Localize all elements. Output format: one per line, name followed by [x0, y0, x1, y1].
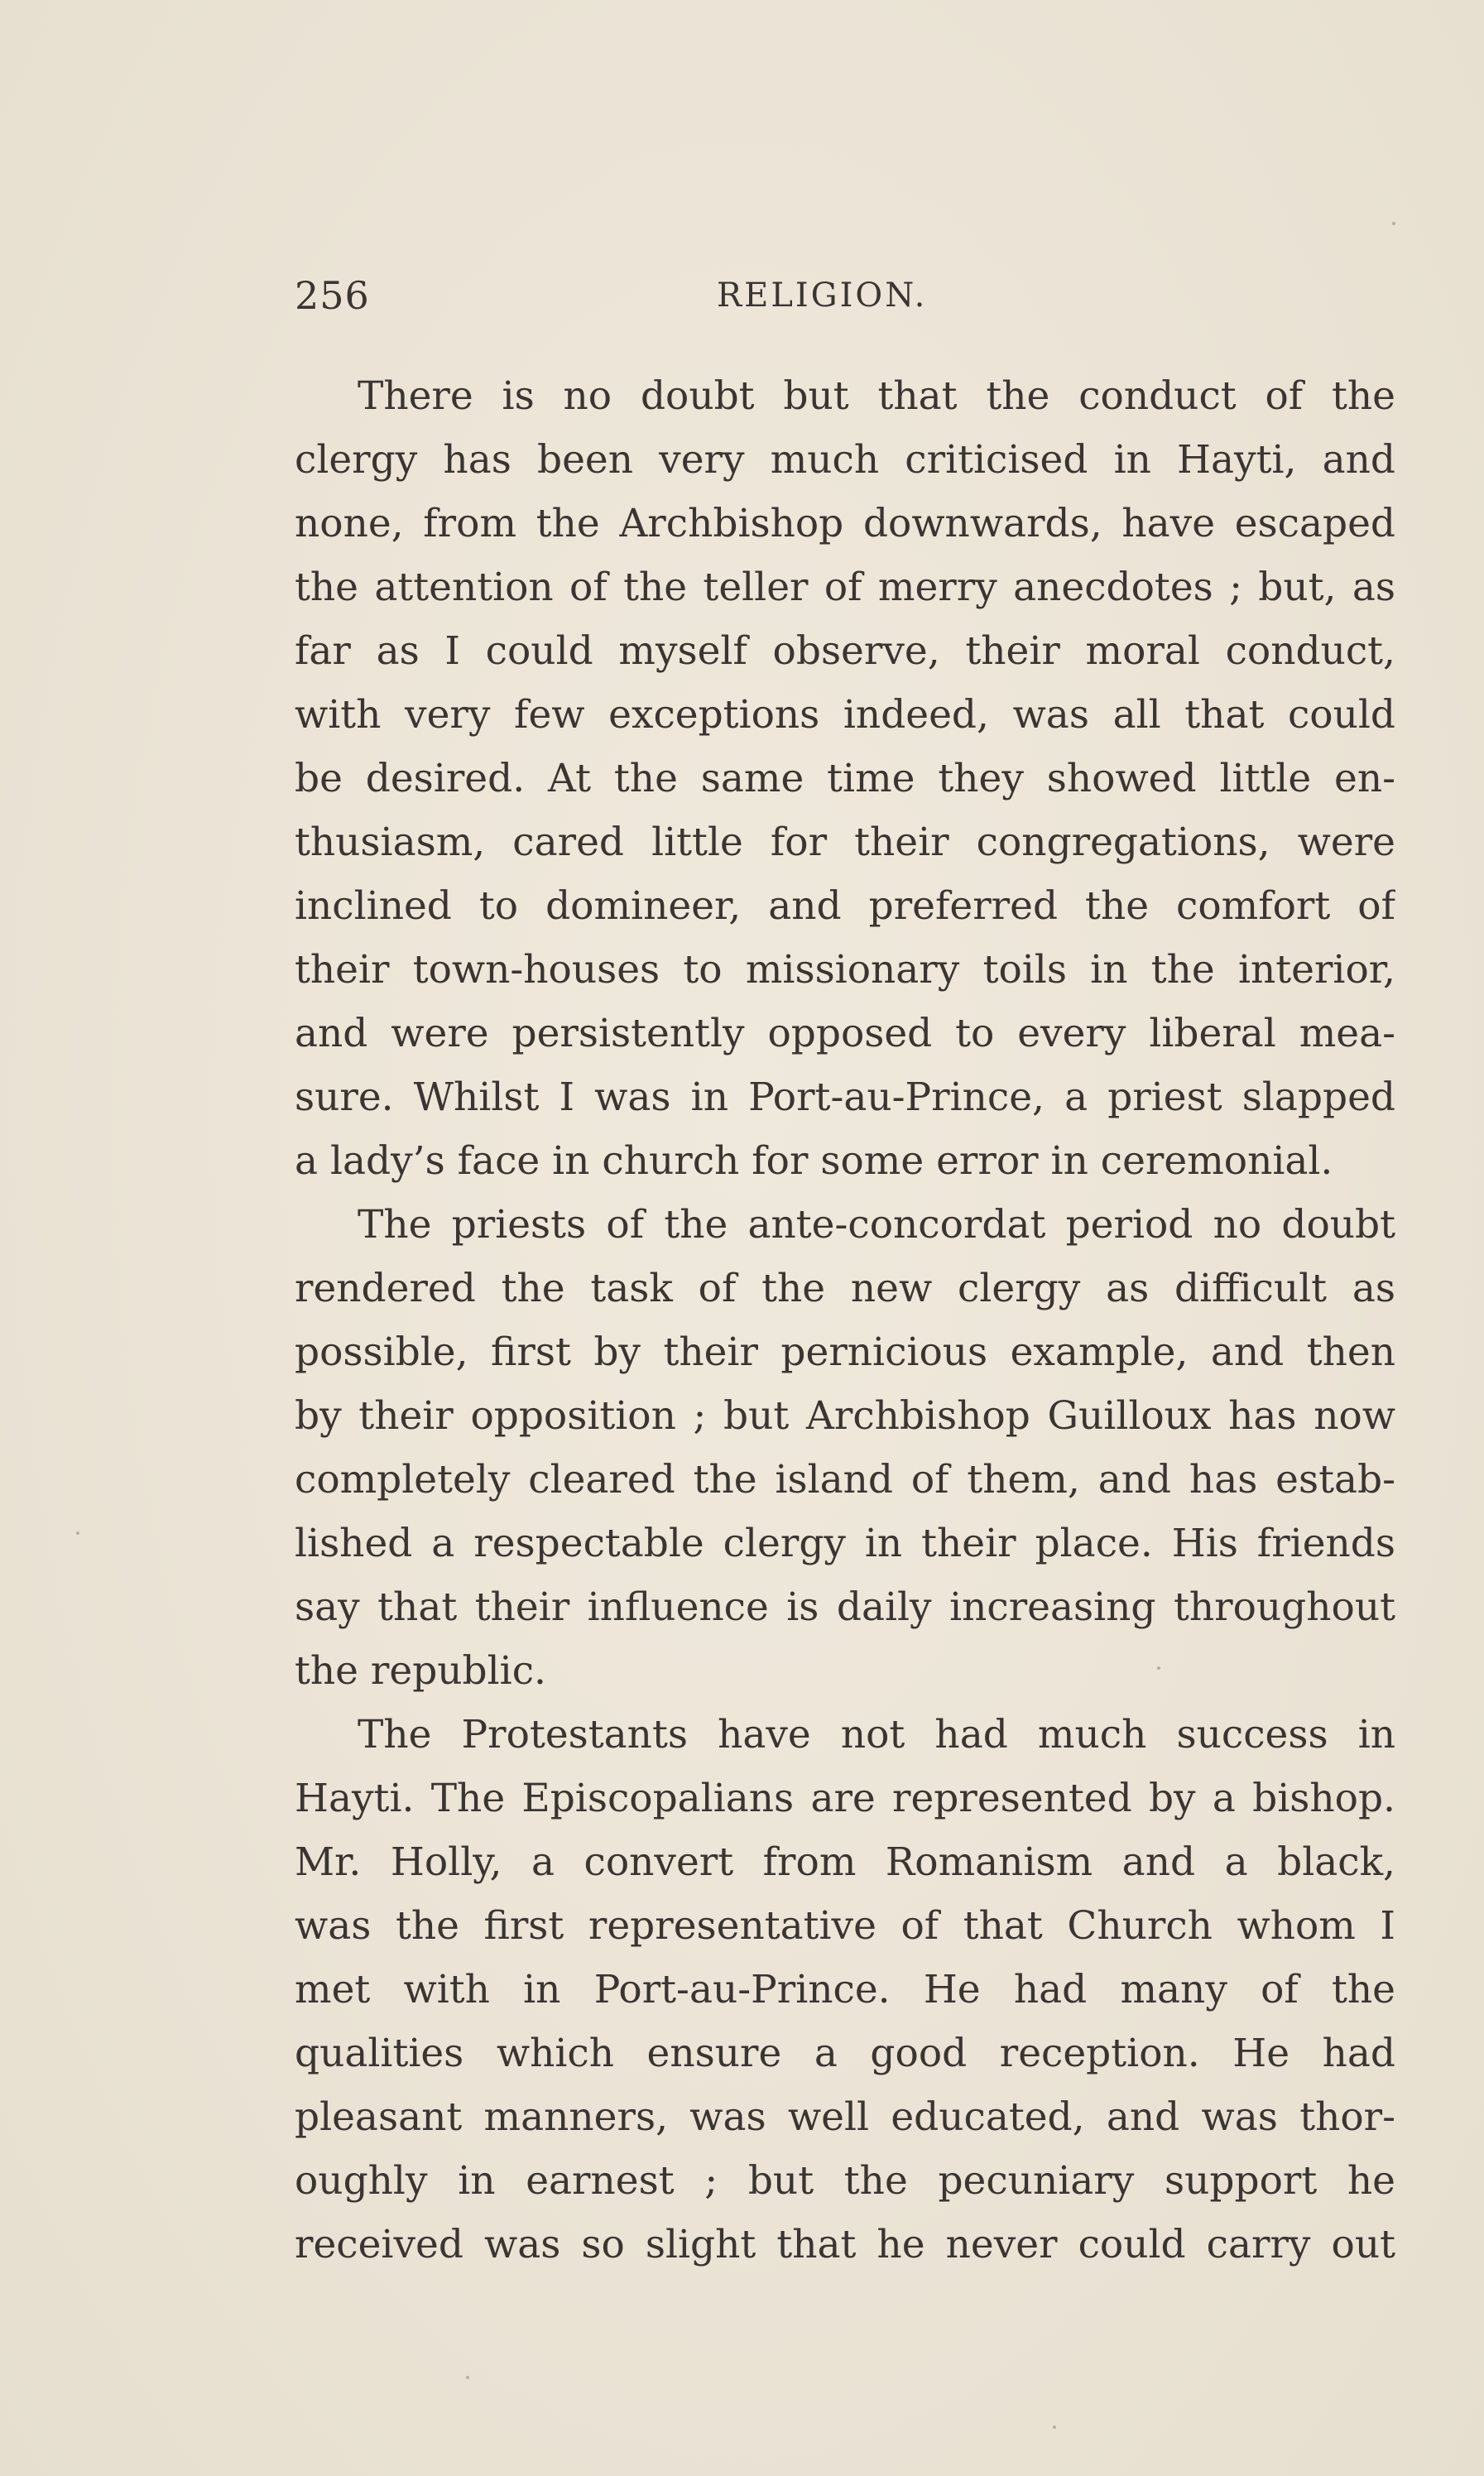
- body-text: [295, 364, 1395, 2276]
- text-line: The Protestants have not had much success in: [358, 1712, 1395, 1757]
- text-line: none, from the Archbishop downwards, have escaped: [295, 501, 1395, 546]
- text-line: clergy has been very much criticised in Hayti, and: [295, 437, 1395, 483]
- text-line: lished a respectable clergy in their place. His friends: [295, 1521, 1395, 1566]
- text-line: by their opposition ; but Archbishop Guilloux has now: [295, 1393, 1395, 1439]
- text-line: a lady’s face in church for some error in ceremonial.: [295, 1138, 1333, 1184]
- paper-speck: [1053, 2426, 1056, 2429]
- text-line: qualities which ensure a good reception. He had: [295, 2031, 1395, 2076]
- page-number: 256: [295, 273, 370, 318]
- running-head: RELIGION.: [717, 276, 928, 315]
- text-line: pleasant manners, was well educated, and was thor-: [295, 2094, 1395, 2140]
- text-line: met with in Port-au-Prince. He had many of the: [295, 1967, 1395, 2012]
- text-line: The priests of the ante-concordat period no doubt: [358, 1202, 1395, 1248]
- text-line: was the first representative of that Church whom I: [295, 1903, 1395, 1949]
- text-line: There is no doubt but that the conduct of the: [358, 373, 1395, 419]
- text-line: received was so slight that he never could carry out: [295, 2222, 1395, 2267]
- text-line: completely cleared the island of them, and has estab-: [295, 1457, 1395, 1502]
- paper-speck: [1157, 1666, 1160, 1670]
- text-line: oughly in earnest ; but the pecuniary support he: [295, 2158, 1395, 2204]
- text-line: inclined to domineer, and preferred the comfort of: [295, 883, 1395, 929]
- text-line: the attention of the teller of merry anecdotes ; but, as: [295, 565, 1395, 610]
- text-line: their town-houses to missionary toils in the interior,: [295, 947, 1395, 993]
- text-line: thusiasm, cared little for their congregations, were: [295, 820, 1395, 865]
- paper-speck: [76, 1531, 79, 1535]
- page-header: [295, 273, 1395, 331]
- paragraph: [295, 1193, 1395, 1703]
- text-line: rendered the task of the new clergy as difficult as: [295, 1266, 1395, 1311]
- text-line: with very few exceptions indeed, was all that could: [295, 692, 1395, 738]
- text-line: sure. Whilst I was in Port-au-Prince, a priest slapped: [295, 1075, 1395, 1120]
- paragraph: [295, 364, 1395, 1193]
- text-line: far as I could myself observe, their moral conduct,: [295, 628, 1395, 674]
- paper-speck: [466, 2376, 469, 2379]
- text-line: be desired. At the same time they showed little en-: [295, 756, 1395, 801]
- text-line: possible, first by their pernicious example, and then: [295, 1329, 1395, 1375]
- text-line: Hayti. The Episcopalians are represented by a bishop.: [295, 1776, 1395, 1821]
- paper-speck: [1392, 222, 1395, 225]
- paragraph: [295, 1703, 1395, 2276]
- text-line: and were persistently opposed to every liberal mea-: [295, 1011, 1395, 1056]
- text-line: the republic.: [295, 1648, 546, 1694]
- text-line: Mr. Holly, a convert from Romanism and a black,: [295, 1839, 1395, 1885]
- text-line: say that their influence is daily increasing throughout: [295, 1584, 1395, 1630]
